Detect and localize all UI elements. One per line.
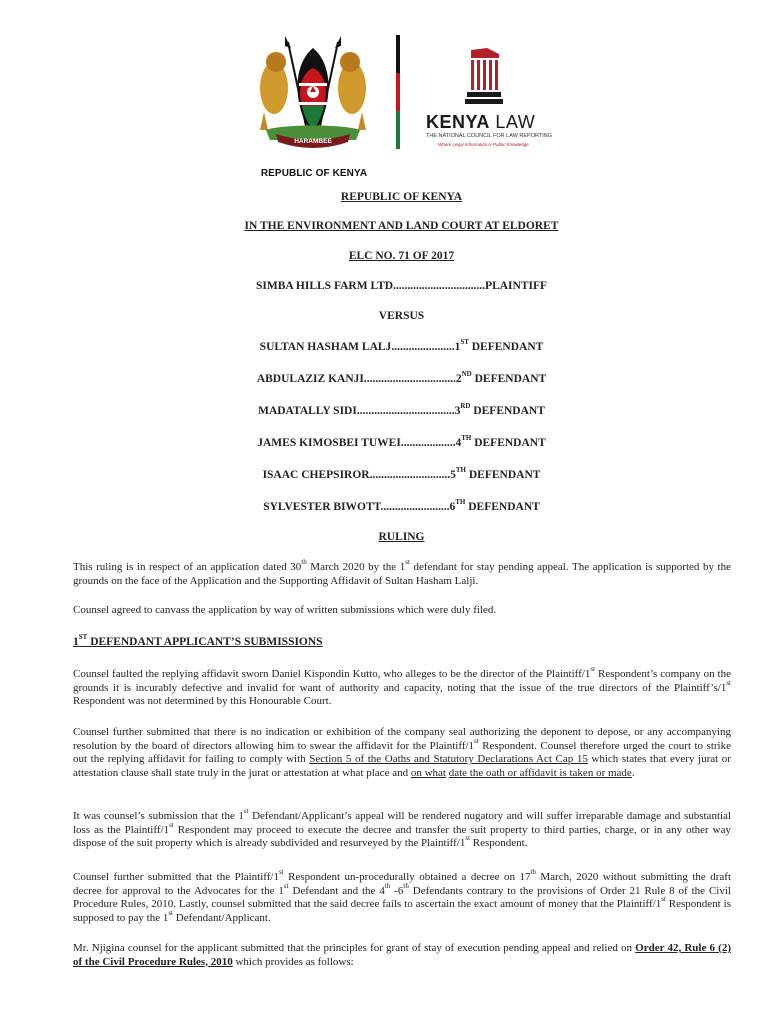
- defendant-ordinal: 3: [454, 405, 461, 417]
- brand-name-bold: KENYA: [426, 112, 490, 132]
- plaintiff-line: [0, 280, 768, 292]
- paragraph-application: [73, 558, 731, 588]
- leader-dots: ......................: [391, 341, 455, 353]
- leader-dots: ................................: [363, 373, 456, 385]
- text-run: Defendant/Applicant’s appeal will be rendered nugatory and will suffer irreparable damage and substantial loss as the Plaintiff/1: [73, 810, 731, 836]
- motto-text: HARAMBEE: [294, 138, 332, 145]
- ordinal-suffix: TH: [455, 498, 466, 507]
- text-run: Respondent.: [470, 837, 528, 850]
- text-run: Respondent. Counsel therefore urged the court to strike out the replying affidavit for failing to comply with: [73, 739, 731, 766]
- plaintiff-role: PLAINTIFF: [485, 280, 548, 292]
- text-run: Counsel further submitted that the Plaintiff/1: [73, 871, 279, 883]
- defendant-role: DEFENDANT: [468, 341, 544, 353]
- coat-of-arms-caption: REPUBLIC OF KENYA: [260, 168, 368, 179]
- defendant-ordinal: 6: [449, 501, 456, 513]
- leader-dots: ........................: [380, 501, 450, 513]
- text-run: -6: [390, 884, 404, 897]
- ordinal-suffix: ND: [461, 370, 472, 379]
- defendant-role: DEFENDANT: [465, 501, 540, 513]
- leader-dots: ............................: [369, 469, 451, 481]
- text-run: Respondent is supposed to pay the 1: [73, 898, 732, 924]
- ordinal-suffix: ST: [460, 338, 469, 347]
- defendant-name: ABDULAZIZ KANJI: [256, 373, 364, 385]
- court-heading: IN THE ENVIRONMENT AND LAND COURT AT ELDORET: [244, 220, 559, 232]
- superscript: th: [530, 868, 536, 877]
- superscript: st: [243, 807, 249, 816]
- leader-dots: ...................: [400, 437, 456, 449]
- defendant-role: DEFENDANT: [465, 469, 541, 481]
- superscript: st: [278, 868, 284, 877]
- text-run: Respondent un-procedurally obtained a decree on 17: [283, 871, 531, 883]
- brand-name-light: LAW: [489, 112, 536, 132]
- underlined-text: on what: [410, 766, 446, 779]
- leader-dots: ..................................: [356, 405, 455, 417]
- versus-line: VERSUS: [378, 310, 425, 322]
- ordinal-suffix: RD: [460, 402, 471, 411]
- superscript: st: [168, 909, 173, 918]
- superscript: th: [301, 558, 307, 567]
- superscript: st: [405, 558, 410, 567]
- statute-reference: Order 42, Rule 6 (2) of the Civil Procedure Rules, 2010: [73, 942, 731, 968]
- defendant-ordinal: 1: [454, 341, 461, 353]
- case-number: ELC NO. 71 OF 2017: [348, 250, 455, 262]
- superscript: st: [661, 895, 666, 904]
- superscript: th: [403, 881, 409, 890]
- header-logos: [0, 30, 768, 179]
- text-run: Counsel further submitted that there is no indication or exhibition of the company seal authorizing the deponent to depose, or any accompanying resolution by the board of directors allowing him to swear the affidavit for the Plaintiff/1: [73, 726, 731, 752]
- superscript: st: [474, 736, 479, 745]
- paragraph-decree: [73, 868, 732, 925]
- ruling-title: RULING: [378, 531, 425, 543]
- text-run: Defendant and the 4: [288, 884, 385, 897]
- text-run: which provides as follows:: [232, 955, 354, 968]
- text-run: Defendants contrary to the provisions of Order 21 Rule 8 of the Civil Procedure Rules, 2010. Lastly, counsel submitted that the said decree fails to ascertain the exact amount of money that the Plaintiff/1: [73, 884, 731, 911]
- superscript: st: [283, 881, 289, 890]
- defendant-line: [0, 434, 768, 449]
- republic-heading: REPUBLIC OF KENYA: [340, 191, 463, 203]
- defendant-line: [0, 338, 768, 353]
- defendant-name: ISAAC CHEPSIROR: [262, 469, 370, 481]
- superscript: st: [465, 834, 471, 843]
- underlined-text: date the oath or affidavit is taken or made: [448, 766, 632, 779]
- section-heading-applicant-submissions: [73, 633, 323, 648]
- superscript: ST: [78, 633, 88, 642]
- text-run: Mr. Njigina counsel for the applicant submitted that the principles for grant of stay of execution pending appeal and relied on: [73, 942, 636, 954]
- defendant-line: [0, 498, 768, 513]
- defendant-ordinal: 2: [455, 373, 462, 385]
- text-run: .: [631, 766, 635, 779]
- leader-dots: ................................: [393, 280, 486, 292]
- paragraph-principles-stay: [73, 942, 731, 969]
- superscript: st: [590, 665, 596, 674]
- ordinal-suffix: TH: [461, 434, 472, 443]
- defendant-role: DEFENDANT: [471, 437, 546, 449]
- defendant-line: [0, 402, 768, 417]
- paragraph-submissions-agreed: Counsel agreed to canvass the application by way of written submissions which were duly filed.: [73, 604, 497, 616]
- superscript: th: [384, 881, 391, 890]
- text-run: Respondent may proceed to execute the decree and transfer the suit property to third parties, charge, or in any other way dispose of the suit property which is already subdivided and resurveyed by the Plaintiff/1: [73, 823, 731, 850]
- text-run: March, 2020 without submitting the draft decree for approval to the Advocates for the 1: [73, 871, 731, 897]
- superscript: st: [726, 678, 731, 687]
- defendant-name: MADATALLY SIDI: [258, 405, 357, 417]
- text-run: Defendant/Applicant.: [173, 911, 271, 924]
- text-run: March 2020 by the 1: [306, 561, 406, 573]
- superscript: st: [169, 820, 174, 829]
- ordinal-suffix: TH: [455, 466, 466, 475]
- text-run: Respondent’s company on the grounds it is incurably defective and invalid for want of authority and capacity, noting that the issue of the true directors of the Plaintiff’s/1: [73, 668, 731, 694]
- defendant-ordinal: 4: [455, 437, 462, 449]
- defendant-ordinal: 5: [450, 469, 456, 481]
- statute-reference: Section 5 of the Oaths and Statutory Declarations Act Cap 15: [309, 753, 588, 766]
- text-run: This ruling is in respect of an application dated 30: [73, 561, 302, 573]
- heading-number: 1: [73, 636, 79, 648]
- paragraph-appeal-nugatory: [73, 807, 731, 851]
- defendant-name: JAMES KIMOSBEI TUWEI: [257, 437, 401, 449]
- heading-text: DEFENDANT APPLICANT’S SUBMISSIONS: [87, 636, 323, 648]
- text-run: It was counsel’s submission that the 1: [73, 810, 244, 822]
- defendant-line: [0, 370, 768, 385]
- kenya-law-tagline: Where Legal Information is Public Knowledge: [438, 142, 529, 147]
- text-run: which states that every jurat or attestation clause shall state truly in the jurat or attestation at what place and: [73, 753, 731, 779]
- text-run: Counsel faulted the replying affidavit sworn Daniel Kispondin Kutto, who alleges to be the director of the Plaintiff/1: [73, 668, 591, 680]
- plaintiff-name: SIMBA HILLS FARM LTD: [255, 280, 394, 292]
- defendant-name: SYLVESTER BIWOTT: [263, 501, 381, 513]
- defendant-role: DEFENDANT: [471, 373, 547, 385]
- kenya-law-logo-icon: [463, 46, 503, 106]
- kenya-law-subtitle: THE NATIONAL COUNCIL FOR LAW REPORTING: [426, 133, 553, 139]
- paragraph-replying-affidavit: [73, 665, 731, 709]
- defendant-name: SULTAN HASHAM LALJ: [259, 341, 392, 353]
- text-run: Respondent was not determined by this Honourable Court.: [73, 695, 332, 708]
- paragraph-company-seal: [73, 726, 731, 780]
- coat-of-arms-emblem: [252, 34, 374, 154]
- kenya-law-wordmark: [426, 112, 566, 133]
- defendant-line: [0, 466, 768, 481]
- text-run: defendant for stay pending appeal. The application is supported by the grounds on the face of the Application and the Supporting Affidavit of Sultan Hasham Lalji.: [73, 561, 731, 587]
- kenya-flag-divider: [396, 35, 400, 149]
- defendant-role: DEFENDANT: [470, 405, 545, 417]
